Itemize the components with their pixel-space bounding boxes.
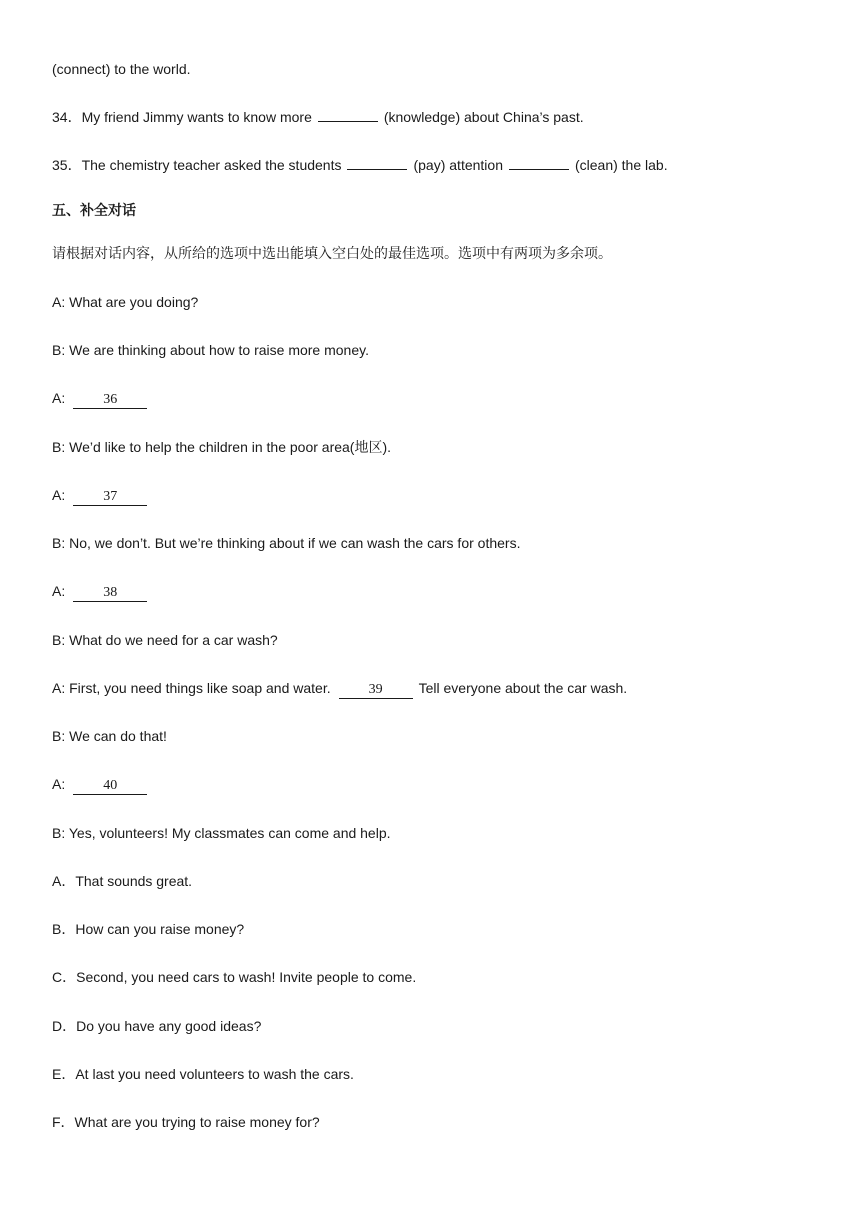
continuation-text: (connect) to the world. bbox=[52, 61, 191, 77]
question-35-hint-b: (clean) the lab. bbox=[574, 157, 668, 173]
dialogue-text: B: We can do that! bbox=[52, 728, 167, 744]
answer-blank-35a[interactable] bbox=[347, 155, 407, 170]
answer-blank-39[interactable]: 39 bbox=[339, 682, 413, 699]
dialogue-speaker: A: bbox=[52, 776, 66, 792]
dialogue-text: A: What are you doing? bbox=[52, 294, 199, 310]
answer-blank-38[interactable]: 38 bbox=[73, 585, 147, 602]
dialogue-line-blank-39 bbox=[52, 678, 627, 699]
answer-blank-40[interactable]: 40 bbox=[73, 778, 147, 795]
dialogue-line-blank-36 bbox=[52, 388, 153, 409]
dialogue-text: B: We’d like to help the children in the poor area(地区). bbox=[52, 439, 392, 455]
question-34 bbox=[52, 107, 584, 127]
dialogue-speaker: A: bbox=[52, 390, 66, 406]
dialogue-line bbox=[52, 726, 167, 746]
question-35 bbox=[52, 155, 668, 175]
dialogue-line bbox=[52, 533, 520, 553]
option-text: C．Second, you need cars to wash! Invite people to come. bbox=[52, 969, 417, 985]
option-a bbox=[52, 871, 192, 891]
answer-blank-36[interactable]: 36 bbox=[73, 392, 147, 409]
dialogue-line bbox=[52, 340, 369, 360]
continuation-line bbox=[52, 59, 191, 79]
option-text: F．What are you trying to raise money for? bbox=[52, 1114, 320, 1130]
option-b bbox=[52, 919, 244, 939]
option-e bbox=[52, 1064, 354, 1084]
question-34-hint: (knowledge) about China’s past. bbox=[383, 109, 584, 125]
answer-blank-35b[interactable] bbox=[509, 155, 569, 170]
instruction-text: 请根据对话内容，从所给的选项中选出能填入空白处的最佳选项。选项中有两项为多余项。 bbox=[52, 245, 612, 261]
option-text: B．How can you raise money? bbox=[52, 921, 245, 937]
instruction bbox=[52, 243, 612, 263]
dialogue-text: B: Yes, volunteers! My classmates can come and help. bbox=[52, 825, 391, 841]
dialogue-line-blank-37 bbox=[52, 485, 153, 506]
option-text: A．That sounds great. bbox=[52, 873, 193, 889]
dialogue-text: A: First, you need things like soap and water. bbox=[52, 680, 331, 696]
option-f bbox=[52, 1112, 320, 1132]
answer-blank-34[interactable] bbox=[318, 107, 378, 122]
dialogue-text: B: What do we need for a car wash? bbox=[52, 632, 278, 648]
option-d bbox=[52, 1016, 261, 1036]
dialogue-text: B: We are thinking about how to raise more money. bbox=[52, 342, 369, 358]
section-title-text: 五、补全对话 bbox=[52, 202, 136, 218]
dialogue-text: Tell everyone about the car wash. bbox=[418, 680, 628, 696]
dialogue-line-blank-40 bbox=[52, 774, 153, 795]
dialogue-speaker: A: bbox=[52, 487, 66, 503]
question-35-hint-a: (pay) attention bbox=[413, 157, 503, 173]
option-text: E．At last you need volunteers to wash the cars. bbox=[52, 1066, 354, 1082]
option-text: D．Do you have any good ideas? bbox=[52, 1018, 262, 1034]
dialogue-line bbox=[52, 823, 391, 843]
question-35-text: 35．The chemistry teacher asked the students bbox=[52, 157, 342, 173]
question-34-text: 34．My friend Jimmy wants to know more bbox=[52, 109, 312, 125]
dialogue-line bbox=[52, 630, 278, 650]
dialogue-line bbox=[52, 292, 198, 312]
section-title bbox=[52, 200, 136, 220]
dialogue-line bbox=[52, 437, 391, 457]
dialogue-speaker: A: bbox=[52, 583, 66, 599]
dialogue-text: B: No, we don’t. But we’re thinking about if we can wash the cars for others. bbox=[52, 535, 521, 551]
option-c bbox=[52, 967, 416, 987]
dialogue-line-blank-38 bbox=[52, 581, 153, 602]
answer-blank-37[interactable]: 37 bbox=[73, 489, 147, 506]
